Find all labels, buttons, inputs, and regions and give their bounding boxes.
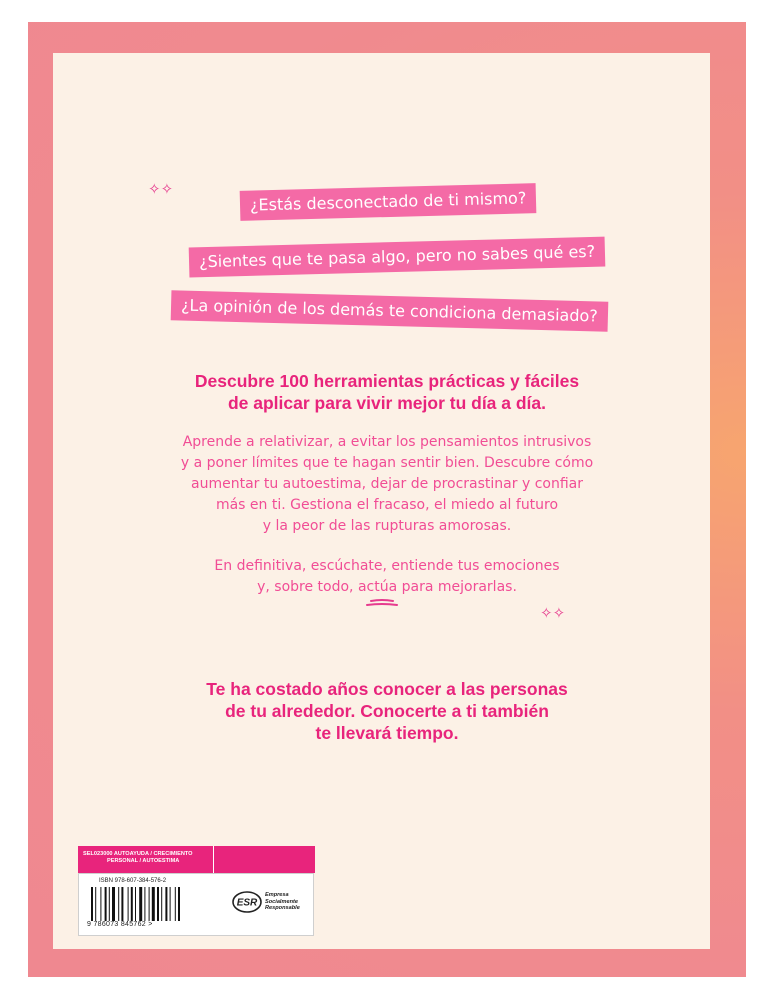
esr-caption-line: Empresa bbox=[265, 892, 289, 898]
sparkle-icon: ✧✧ bbox=[540, 604, 566, 622]
paragraph-line: aumentar tu autoestima, dejar de procrastinar y confiar bbox=[191, 476, 583, 492]
closing-line: te llevará tiempo. bbox=[315, 723, 459, 743]
headline-line: Descubre 100 herramientas prácticas y fáciles bbox=[194, 371, 580, 391]
question-tag-2: ¿Sientes que te pasa algo, pero no sabes qué es? bbox=[189, 237, 606, 278]
esr-caption-line: Responsable bbox=[265, 905, 300, 911]
closing-statement bbox=[0, 678, 774, 744]
description-paragraph bbox=[0, 432, 774, 537]
paragraph-line: y la peor de las rupturas amorosas. bbox=[262, 518, 512, 534]
category-line: SEL023000 AUTOAYUDA / CRECIMIENTO bbox=[83, 851, 193, 857]
question-tag-3: ¿La opinión de los demás te condiciona demasiado? bbox=[171, 290, 608, 331]
summary-paragraph bbox=[0, 556, 774, 598]
esr-logo bbox=[231, 890, 263, 914]
barcode-box bbox=[78, 873, 314, 936]
esr-logo-text: ESR bbox=[236, 897, 258, 909]
category-label-extension bbox=[213, 846, 315, 873]
question-tag-1: ¿Estás desconectado de ti mismo? bbox=[240, 183, 537, 221]
esr-caption-line: Socialmente bbox=[265, 898, 298, 905]
closing-line: de tu alrededor. Conocerte a ti también bbox=[225, 701, 549, 721]
paragraph-line: y, sobre todo, actúa para mejorarlas. bbox=[257, 579, 517, 595]
paragraph-line: y a poner límites que te hagan sentir bien. Descubre cómo bbox=[180, 455, 594, 471]
headline-line: de aplicar para vivir mejor tu día a día. bbox=[227, 393, 547, 413]
isbn-label: ISBN 978-607-384-576-2 bbox=[99, 878, 167, 884]
barcode-number: 9 786073 845762 > bbox=[87, 921, 153, 928]
sparkle-icon: ✧✧ bbox=[148, 180, 174, 198]
headline bbox=[0, 370, 774, 414]
barcode bbox=[89, 887, 201, 921]
category-line: PERSONAL / AUTOESTIMA bbox=[107, 858, 180, 864]
category-label bbox=[78, 846, 213, 873]
paragraph-line: En definitiva, escúchate, entiende tus emociones bbox=[214, 558, 560, 574]
paragraph-line: Aprende a relativizar, a evitar los pensamientos intrusivos bbox=[182, 434, 592, 450]
underline-squiggle-icon bbox=[365, 598, 399, 608]
paragraph-line: más en ti. Gestiona el fracaso, el miedo al futuro bbox=[215, 497, 559, 513]
closing-line: Te ha costado años conocer a las personas bbox=[206, 679, 568, 699]
esr-caption bbox=[265, 892, 300, 912]
